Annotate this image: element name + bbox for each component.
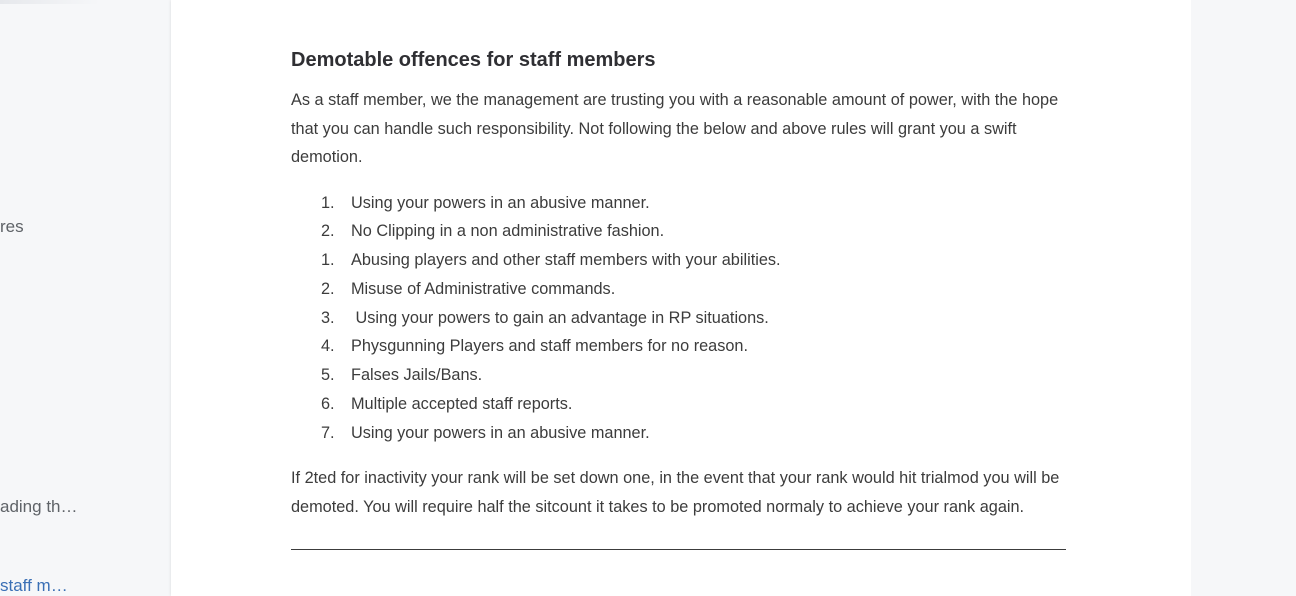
rule-number: 6. [321, 394, 335, 413]
rule-text: Falses Jails/Bans. [351, 366, 483, 384]
rule-text: Physgunning Players and staff members for no reason. [351, 337, 748, 356]
rule-text: Multiple accepted staff reports. [351, 394, 573, 413]
rule-item [291, 419, 1081, 448]
rule-text: Using your powers to gain an advantage in RP situations. [351, 308, 769, 327]
document-page [171, 0, 1191, 596]
rule-number: 4. [321, 337, 335, 356]
right-gutter [1191, 0, 1296, 596]
rule-item [291, 275, 1081, 304]
rule-text: No Clipping in a non administrative fashion. [351, 222, 665, 241]
rule-number: 2. [321, 279, 335, 298]
intro-paragraph: As a staff member, we the management are trusting you with a reasonable amount of power, with the hope that you can handle such responsibility. Not following the below and above rules will grant you a swift demotion. [291, 91, 1059, 166]
rule-item [291, 390, 1081, 419]
rule-item [291, 361, 1081, 390]
rule-number: 7. [321, 423, 335, 442]
rule-text: Abusing players and other staff members with your abilities. [351, 251, 781, 269]
rule-number: 3. [321, 308, 335, 327]
closing-paragraph: If 2ted for inactivity your rank will be set down one, in the event that your rank would hit trialmod you will be demoted. You will require half the sitcount it takes to be promoted normaly to achieve your rank again. [291, 469, 1060, 516]
rule-text: Misuse of Administrative commands. [351, 279, 616, 298]
horizontal-rule [291, 549, 1066, 550]
outline-top-divider [0, 0, 100, 4]
rules-list [291, 189, 1081, 448]
rule-item [291, 189, 1081, 218]
rule-number: 2. [321, 222, 335, 241]
outline-item-active[interactable]: staff m… [0, 576, 68, 595]
outline-item[interactable]: res [0, 217, 24, 236]
rule-text: Using your powers in an abusive manner. [351, 423, 650, 442]
rule-number: 5. [321, 366, 335, 384]
rule-number: 1. [321, 193, 335, 212]
document-outline-panel [0, 0, 171, 596]
rule-item [291, 246, 1081, 275]
rule-item [291, 217, 1081, 246]
section-heading: Demotable offences for staff members [291, 49, 656, 71]
rule-item [291, 332, 1081, 361]
rule-text: Using your powers in an abusive manner. [351, 193, 650, 212]
rule-number: 1. [321, 251, 335, 269]
rule-item [291, 304, 1081, 333]
outline-item[interactable]: ading th… [0, 497, 78, 516]
document-body [291, 46, 1081, 550]
